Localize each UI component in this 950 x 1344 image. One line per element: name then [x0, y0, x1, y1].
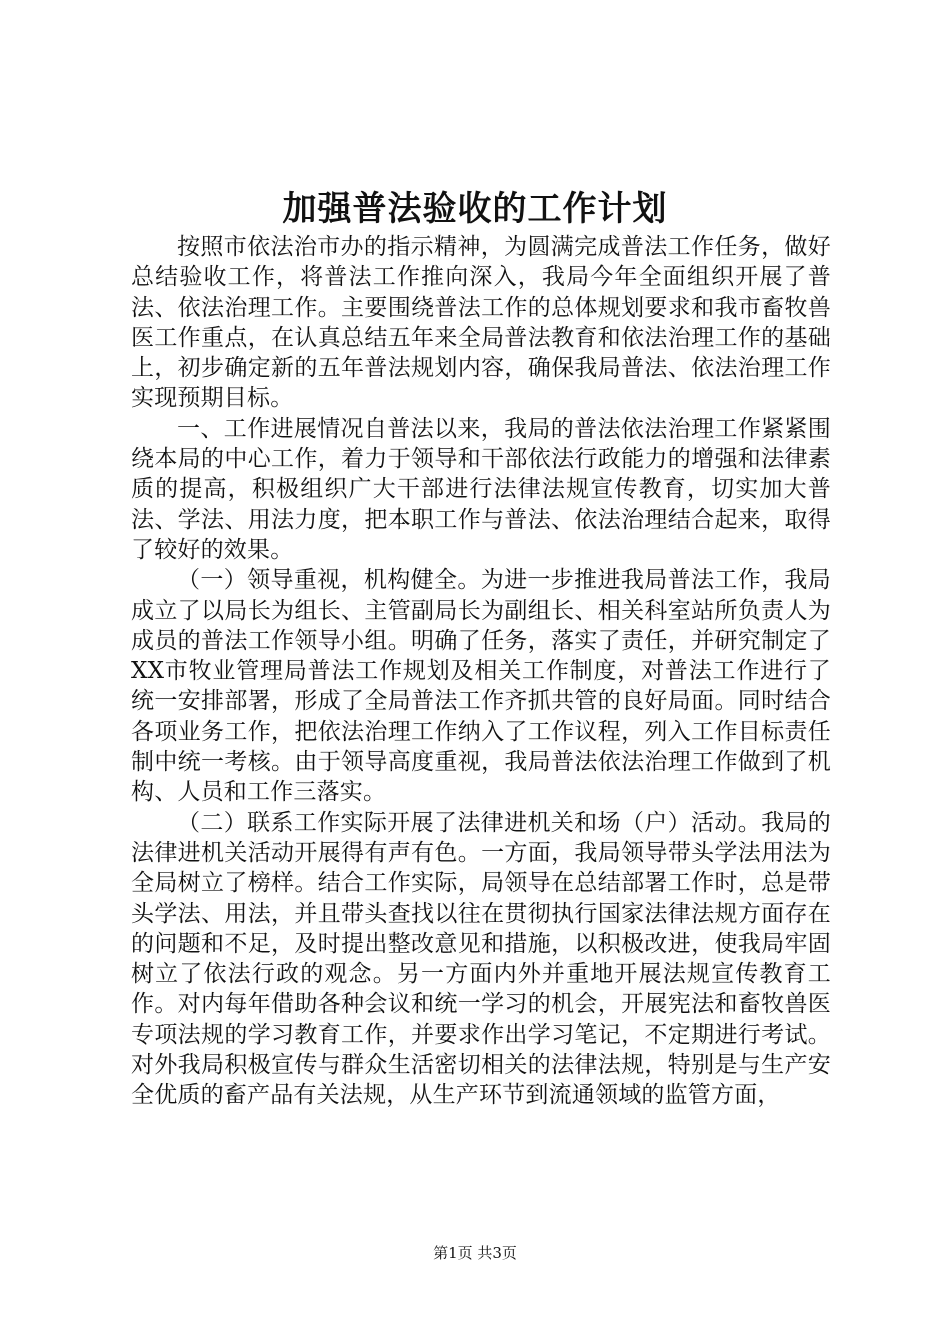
paragraph-intro: 按照市依法治市办的指示精神，为圆满完成普法工作任务，做好总结验收工作，将普法工作推向深入，我局今年全面组织开展了普法、依法治理工作。主要围绕普法工作的总体规划要求和我市畜牧兽医工作重点，在认真总结五年来全局普法教育和依法治理工作的基础上，初步确定新的五年普法规划内容，确保我局普法、依法治理工作实现预期目标。: [131, 234, 831, 412]
paragraph-section-one: 一、工作进展情况自普法以来，我局的普法依法治理工作紧紧围绕本局的中心工作，着力于领导和干部依法行政能力的增强和法律素质的提高，积极组织广大干部进行法律法规宣传教育，切实加大普法、学法、用法力度，把本职工作与普法、依法治理结合起来，取得了较好的效果。: [131, 415, 831, 563]
paragraph-leadership: （一）领导重视，机构健全。为进一步推进我局普法工作，我局成立了以局长为组长、主管副局长为副组长、相关科室站所负责人为成员的普法工作领导小组。明确了任务，落实了责任，并研究制定了XX市牧业管理局普法工作规划及相关工作制度，对普法工作进行了统一安排部署，形成了全局普法工作齐抓共管的良好局面。同时结合各项业务工作，把依法治理工作纳入了工作议程，列入工作目标责任制中统一考核。由于领导高度重视，我局普法依法治理工作做到了机构、人员和工作三落实。: [131, 567, 831, 806]
document-title: 加强普法验收的工作计划: [282, 189, 668, 229]
document-body: [131, 232, 831, 1111]
paragraph-law-activities: （二）联系工作实际开展了法律进机关和场（户）活动。我局的法律进机关活动开展得有声有色。一方面，我局领导带头学法用法为全局树立了榜样。结合工作实际，局领导在总结部署工作时，总是带头学法、用法，并且带头查找以往在贯彻执行国家法律法规方面存在的问题和不足，及时提出整改意见和措施，以积极改进，使我局牢固树立了依法行政的观念。另一方面内外并重地开展法规宣传教育工作。对内每年借助各种会议和统一学习的机会，开展宪法和畜牧兽医专项法规的学习教育工作，并要求作出学习笔记，不定期进行考试。对外我局积极宣传与群众生活密切相关的法律法规，特别是与生产安全优质的畜产品有关法规，从生产环节到流通领域的监管方面，: [131, 809, 831, 1109]
page-number-footer: 第1页 共3页: [433, 1244, 517, 1262]
